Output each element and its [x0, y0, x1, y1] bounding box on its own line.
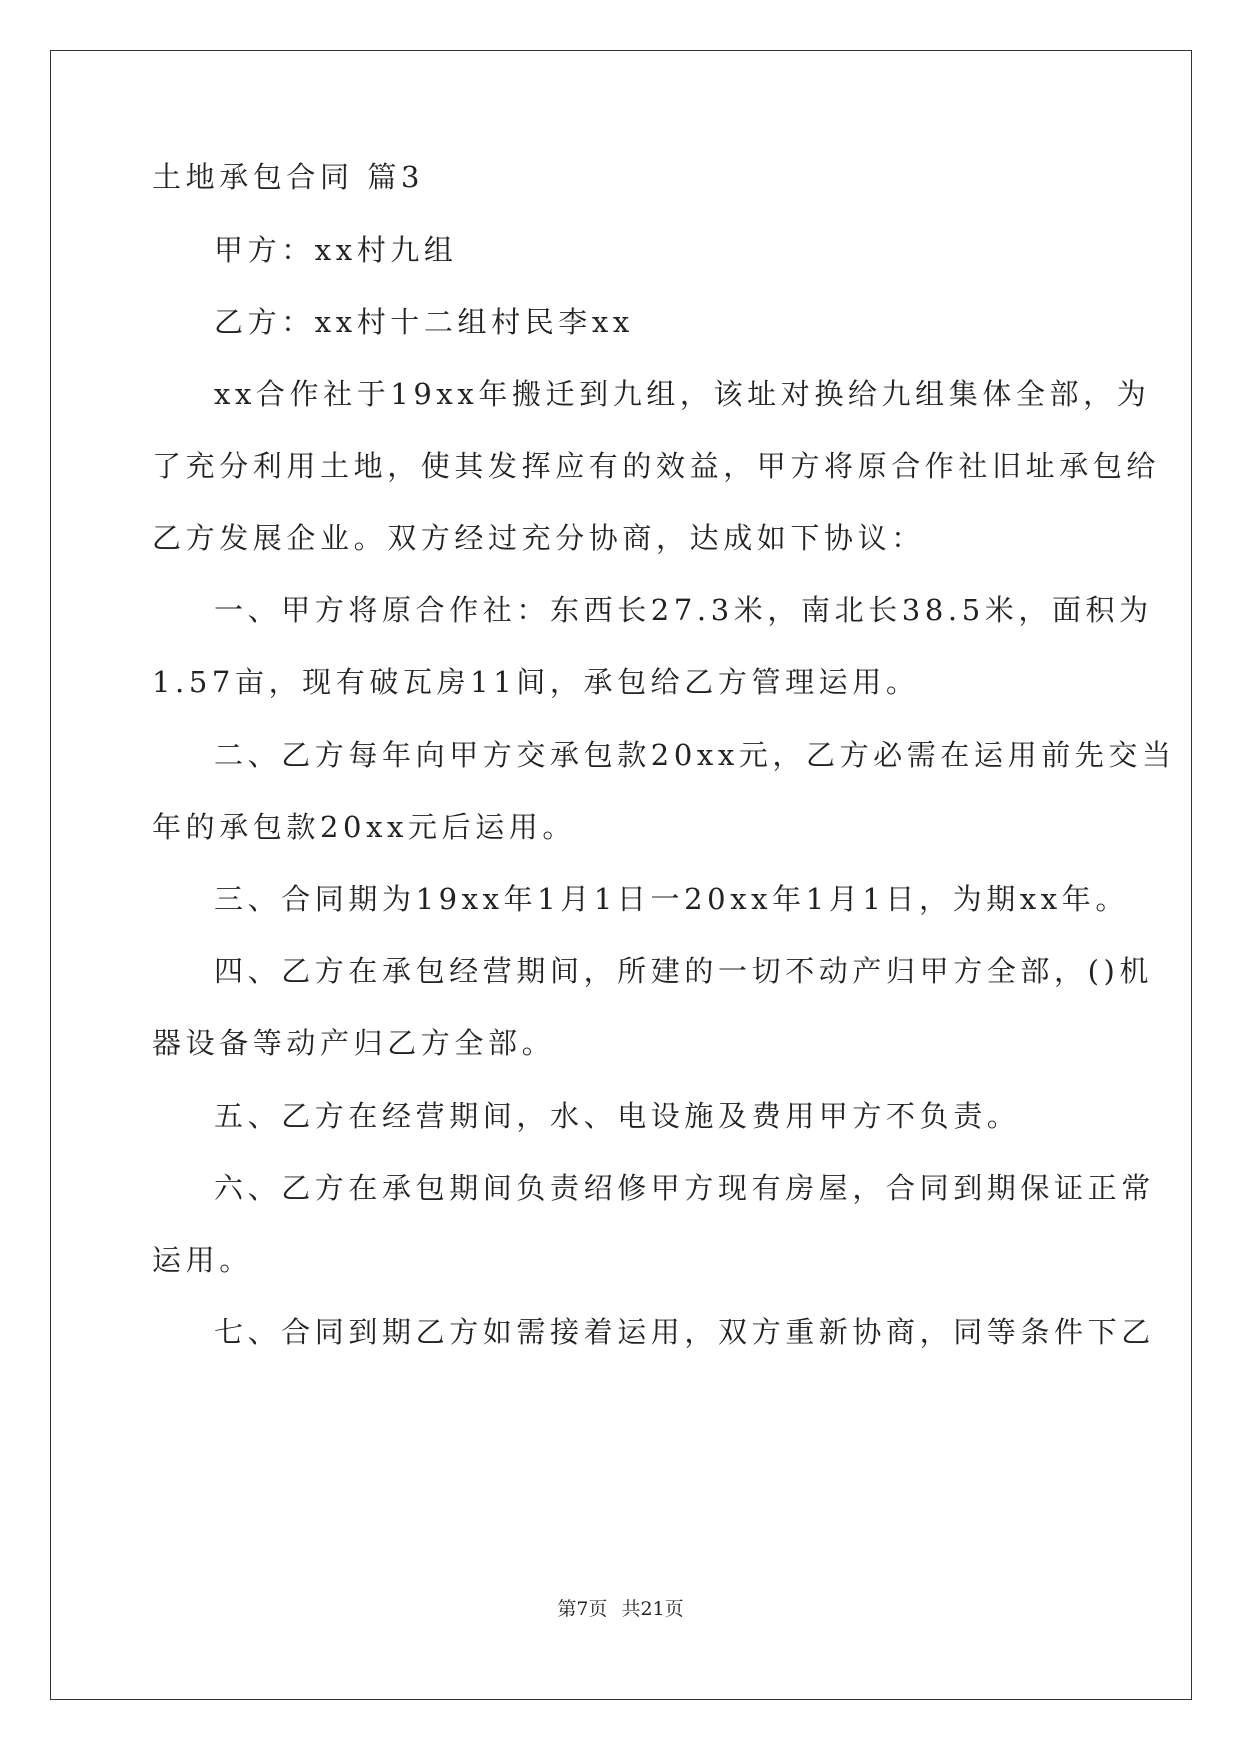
page-footer — [0, 1596, 1241, 1622]
clause-2-line: 年的承包款20xx元后运用。 — [152, 810, 577, 844]
clause-6-line: 运用。 — [152, 1243, 253, 1277]
clause-2-line: 二、乙方每年向甲方交承包款20xx元，乙方必需在运用前先交当 — [214, 738, 1176, 772]
clause-4-line: 四、乙方在承包经营期间，所建的一切不动产归甲方全部，()机 — [214, 954, 1154, 988]
document-heading: 土地承包合同 篇3 — [152, 160, 425, 194]
paragraph-line: 了充分利用土地，使其发挥应有的效益，甲方将原合作社旧址承包给 — [152, 449, 1161, 483]
paragraph-line: xx合作社于19xx年搬迁到九组，该址对换给九组集体全部，为 — [214, 377, 1151, 411]
clause-1-line: 1.57亩，现有破瓦房11间，承包给乙方管理运用。 — [152, 665, 920, 699]
page-border — [50, 50, 1192, 1700]
clause-3-line: 三、合同期为19xx年1月1日一20xx年1月1日，为期xx年。 — [214, 882, 1129, 916]
clause-4-line: 器设备等动产归乙方全部。 — [152, 1026, 556, 1060]
page-number: 第7页 — [557, 1598, 608, 1620]
clause-7-line: 七、合同到期乙方如需接着运用，双方重新协商，同等条件下乙 — [214, 1315, 1155, 1349]
party-a-line: 甲方：xx村九组 — [214, 233, 458, 267]
clause-1-line: 一、甲方将原合作社：东西长27.3米，南北长38.5米，面积为 — [214, 593, 1153, 627]
clause-5-line: 五、乙方在经营期间，水、电设施及费用甲方不负责。 — [214, 1099, 1021, 1133]
clause-6-line: 六、乙方在承包期间负责绍修甲方现有房屋，合同到期保证正常 — [214, 1171, 1155, 1205]
party-b-line: 乙方：xx村十二组村民李xx — [214, 305, 634, 339]
page-total: 共21页 — [621, 1598, 684, 1620]
paragraph-line: 乙方发展企业。双方经过充分协商，达成如下协议： — [152, 521, 925, 555]
